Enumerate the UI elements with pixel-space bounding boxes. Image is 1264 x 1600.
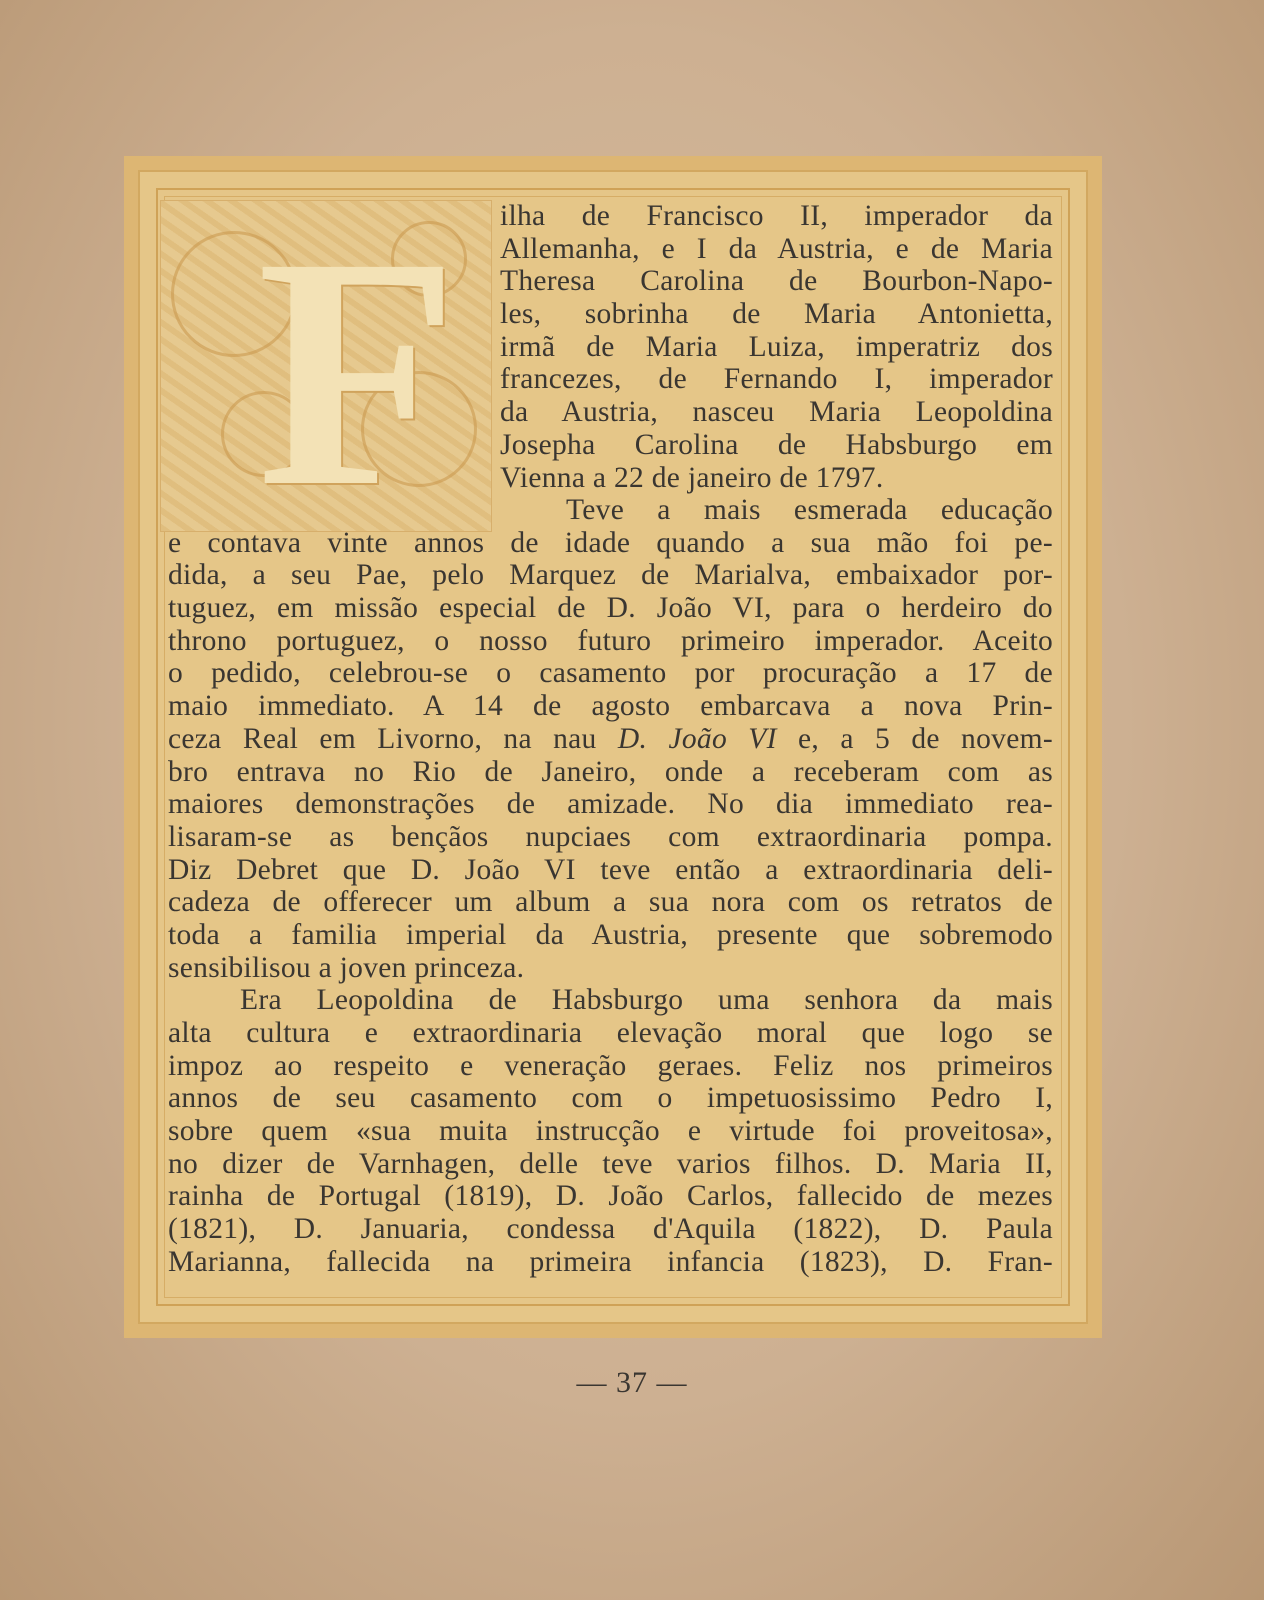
text-line: Era Leopoldina de Habsburgo uma senhora da mais (240, 984, 1053, 1017)
text-line: tuguez, em missão especial de D. João VI, para o herdeiro do (168, 592, 1053, 625)
text-line: Marianna, fallecida na primeira infancia (1823), D. Fran- (168, 1245, 1053, 1278)
text-line: impoz ao respeito e veneração geraes. Feliz nos primeiros (168, 1049, 1053, 1082)
intro-paragraph (500, 200, 1053, 494)
text-line: da Austria, nasceu Maria Leopoldina (500, 396, 1053, 429)
text-line: Diz Debret que D. João VI teve então a extraordinaria deli- (168, 853, 1053, 886)
drop-cap-letter: F (257, 200, 459, 532)
text-line: Josepha Carolina de Habsburgo em (500, 428, 1053, 461)
text-line: maio immediato. A 14 de agosto embarcava a nova Prin- (168, 690, 1053, 723)
text-line: ilha de Francisco II, imperador da (500, 200, 1053, 232)
text-line: irmã de Maria Luiza, imperatriz dos (500, 330, 1053, 363)
text-line: Theresa Carolina de Bourbon-Napo- (500, 265, 1053, 298)
text-line: lisaram-se as bençãos nupciaes com extraordinaria pompa. (168, 820, 1053, 853)
text-line: francezes, de Fernando I, imperador (500, 363, 1053, 396)
text-line: no dizer de Varnhagen, delle teve varios filhos. D. Maria II, (168, 1147, 1053, 1180)
text-line: maiores demonstrações de amizade. No dia immediato rea- (168, 788, 1053, 821)
text-line: throno portuguez, o nosso futuro primeiro imperador. Aceito (168, 624, 1053, 657)
page-number: — 37 — (576, 1366, 688, 1399)
text-line: bro entrava no Rio de Janeiro, onde a receberam com as (168, 755, 1053, 788)
text-line: rainha de Portugal (1819), D. João Carlos, fallecido de mezes (168, 1180, 1053, 1213)
text-line: Allemanha, e I da Austria, e de Maria (500, 232, 1053, 265)
text-line: sobre quem «sua muita instrucção e virtude foi proveitosa», (168, 1115, 1053, 1148)
text-line: cadeza de offerecer um album a sua nora com os retratos de (168, 886, 1053, 919)
text-segment: e, a 5 de novem- (798, 722, 1053, 755)
body-text (168, 494, 1053, 1279)
text-line: e contava vinte annos de idade quando a sua mão foi pe- (168, 526, 1053, 559)
text-line: sensibilisou a joven princeza. (168, 951, 525, 984)
ship-name: D. João VI (617, 722, 777, 755)
text-line (168, 723, 1053, 756)
drop-cap-ornament (160, 200, 492, 532)
text-line: toda a familia imperial da Austria, presente que sobremodo (168, 918, 1053, 951)
text-line: Vienna a 22 de janeiro de 1797. (500, 461, 884, 494)
text-line: Teve a mais esmerada educação (566, 494, 1053, 526)
text-line: (1821), D. Januaria, condessa d'Aquila (1822), D. Paula (168, 1213, 1053, 1246)
text-segment: ceza Real em Livorno, na nau (168, 722, 597, 755)
text-line: alta cultura e extraordinaria elevação moral que logo se (168, 1017, 1053, 1049)
text-line: les, sobrinha de Maria Antonietta, (500, 298, 1053, 331)
text-line: annos de seu casamento com o impetuosissimo Pedro I, (168, 1082, 1053, 1115)
text-line: o pedido, celebrou-se o casamento por procuração a 17 de (168, 657, 1053, 690)
text-line: dida, a seu Pae, pelo Marquez de Marialva, embaixador por- (168, 559, 1053, 592)
